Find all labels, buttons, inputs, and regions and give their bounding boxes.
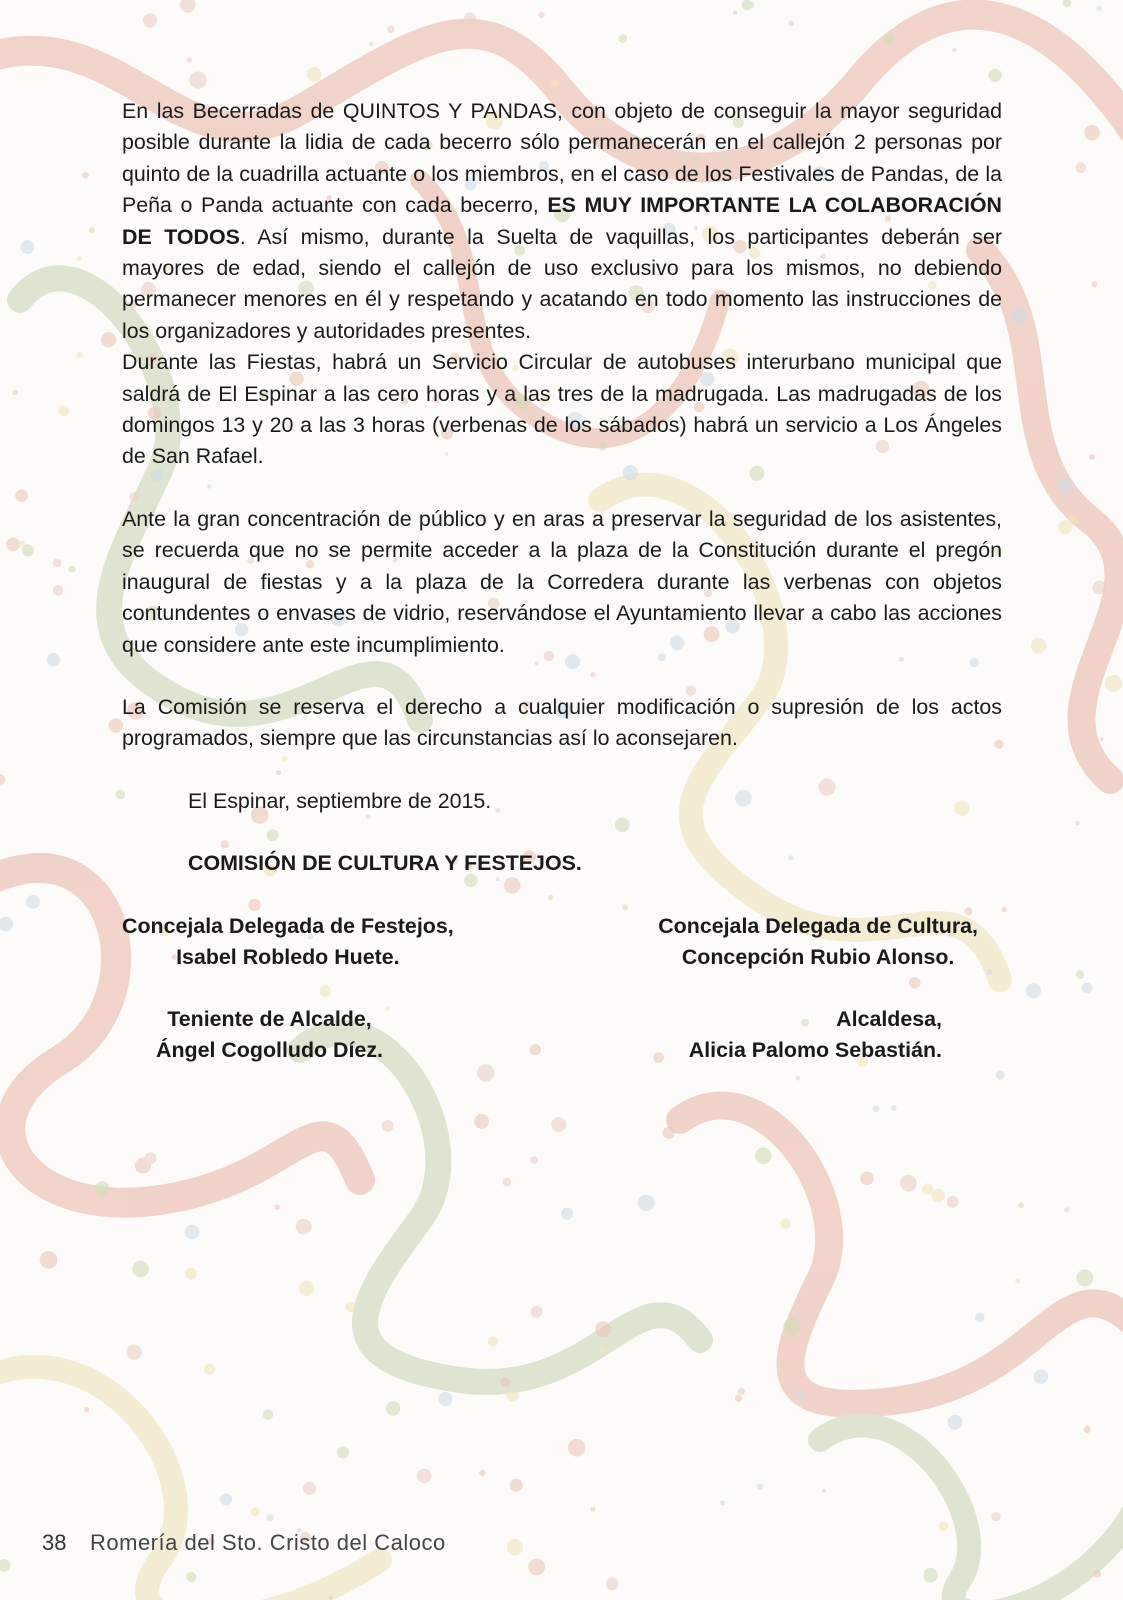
paragraph-becerradas: En las Becerradas de QUINTOS Y PANDAS, con objeto de conseguir la mayor seguridad posible durante la lidia de cada becerro sólo permanecerán en el callejón 2 personas por quinto de la cuadrilla actuante o los miembros, en el caso de los Festivales de Pandas, de la Peña o Panda actuante con cada becerro, ES MUY IMPORTANTE LA COLABORACIÓN DE TODOS. Así mismo, durante la Suelta de vaquillas, los participantes deberán ser mayores de edad, siendo el callejón de uso exclusivo para los mismos, no debiendo permanecer menores en él y respetando y acatando en todo momento las instrucciones de los organizadores y autoridades presentes. (122, 99, 1002, 343)
date-line: El Espinar, septiembre de 2015. (188, 788, 492, 813)
signature-alcaldesa: Alcaldesa, Alicia Palomo Sebastián. (688, 1006, 942, 1062)
signature-cultura: Concejala Delegada de Cultura, Concepción Rubio Alonso. (658, 913, 978, 969)
publication-title: Romería del Sto. Cristo del Caloco (90, 1530, 446, 1555)
commission-title: COMISIÓN DE CULTURA Y FESTEJOS. (188, 851, 582, 876)
emphasis-collaboration: ES MUY IMPORTANTE LA COLABORACIÓN DE TODOS (122, 193, 1002, 249)
page-footer (42, 1530, 446, 1556)
signature-festejos: Concejala Delegada de Festejos, Isabel Robledo Huete. (122, 913, 454, 969)
paragraph-security: Ante la gran concentración de público y en aras a preservar la seguridad de los asistentes, se recuerda que no se permite acceder a la plaza de la Constitución durante el pregón inaugural de fiestas y a la plaza de la Corredera durante las verbenas con objetos contundentes o envases de vidrio, reservándose el Ayuntamiento llevar a cabo las acciones que considere ante este incumplimiento. (122, 506, 1002, 657)
page-number: 38 (42, 1530, 67, 1555)
signatures (122, 911, 1002, 1071)
notice-body (122, 96, 1002, 1071)
paragraph-bus-service: Durante las Fiestas, habrá un Servicio Circular de autobuses interurbano municipal que saldrá de El Espinar a las cero horas y a las tres de la madrugada. Las madrugadas de los domingos 13 y 20 a las 3 horas (verbenas de los sábados) habrá un servicio a Los Ángeles de San Rafael. (122, 350, 1002, 469)
paragraph-reservation: La Comisión se reserva el derecho a cualquier modificación o supresión de los actos programados, siempre que las circunstancias así lo aconsejaren. (122, 694, 1002, 751)
signature-teniente-alcalde: Teniente de Alcalde, Ángel Cogolludo Díez. (156, 1006, 383, 1062)
